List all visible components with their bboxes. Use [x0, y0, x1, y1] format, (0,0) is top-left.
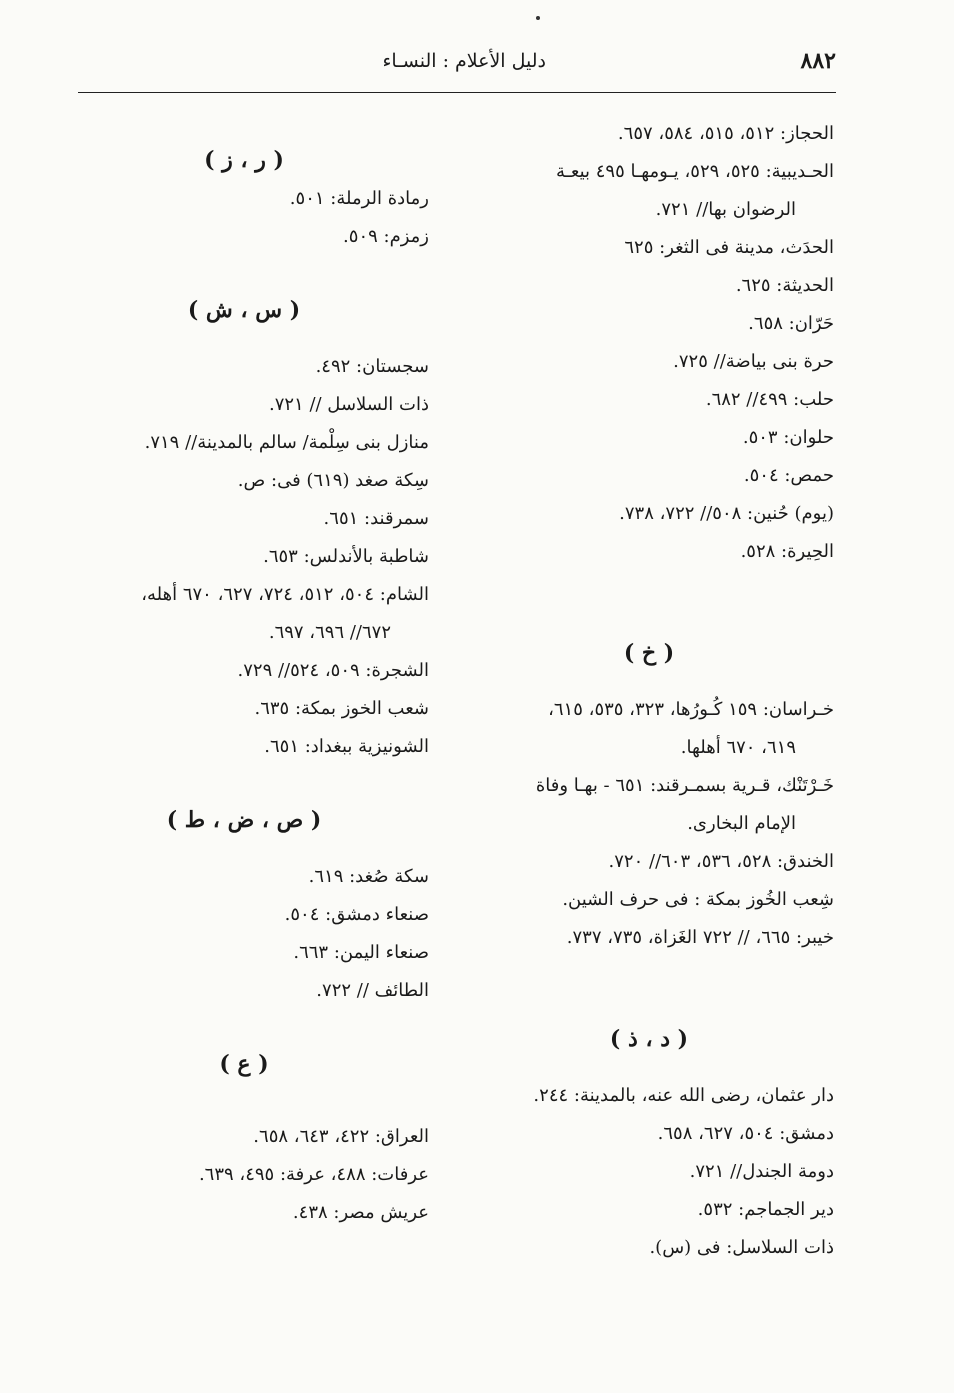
- section-heading: ( خ ): [623, 640, 675, 666]
- index-entry: حلوان: ٥٠٣.: [742, 427, 834, 448]
- spacer: [464, 1059, 834, 1077]
- index-entry: حرة بنى بياضة// ٧٢٥.: [673, 351, 834, 372]
- index-entry: سِكة صغد (٦١٩) فى: ص.: [237, 470, 429, 491]
- index-entry: دير الجماجم: ٥٣٢.: [697, 1199, 834, 1220]
- index-entry: سجستان: ٤٩٢.: [315, 356, 429, 377]
- index-entry-continuation: ٦٧٢// ٦٩٦، ٦٩٧.: [268, 622, 391, 643]
- index-entry: (يوم) حُنين: ٥٠٨// ٧٢٢، ٧٣٨.: [619, 503, 834, 524]
- index-entry: الخندق: ٥٢٨، ٥٣٦، ٦٠٣// ٧٢٠.: [608, 851, 834, 872]
- index-entry: عريش مصر: ٤٣٨.: [292, 1202, 429, 1223]
- index-entry: شِعب الخُوز بمكة : فى حرف الشين.: [562, 889, 834, 910]
- index-entry: الشونيزية ببغداد: ٦٥١.: [264, 736, 429, 757]
- index-entry: العراق: ٤٢٢، ٦٤٣، ٦٥٨.: [253, 1126, 429, 1147]
- speck-mark: [536, 16, 540, 20]
- index-entry: زمزم: ٥٠٩.: [343, 226, 429, 247]
- right-column: [464, 115, 834, 1267]
- section-heading: ( س ، ش ): [187, 297, 301, 323]
- index-entry: الشام: ٥٠٤، ٥١٢، ٧٢٤، ٦٢٧، ٦٧٠ أهله،: [141, 584, 429, 605]
- spacer: [59, 840, 429, 858]
- spacer: [59, 330, 429, 348]
- section-heading: ( ر ، ز ): [204, 147, 284, 173]
- page-number: ٨٨٢: [800, 48, 836, 74]
- index-entry: حلب: ٤٩٩// ٦٨٢.: [705, 389, 834, 410]
- page-header: [78, 48, 836, 93]
- index-entry: رمادة الرملة: ٥٠١.: [289, 188, 429, 209]
- index-entry: خيبر: ٦٦٥، // ٧٢٢ الغَزاة، ٧٣٥، ٧٣٧.: [566, 927, 834, 948]
- index-entry: الشجرة: ٥٠٩، ٥٢٤// ٧٢٩.: [237, 660, 429, 681]
- spacer: [59, 1084, 429, 1118]
- left-column: [59, 140, 429, 1232]
- spacer: [59, 1010, 429, 1044]
- index-entry: دومة الجندل// ٧٢١.: [689, 1161, 834, 1182]
- index-entry: الحجاز: ٥١٢، ٥١٥، ٥٨٤، ٦٥٧.: [617, 123, 834, 144]
- section-heading: ( ص ، ض ، ط ): [166, 807, 322, 833]
- index-entry-continuation: الرضوان بها// ٧٢١.: [655, 199, 796, 220]
- index-entry: خَـرْتَنْك، قـرية بسمـرقند: ٦٥١ - بهـا وفاة: [535, 775, 834, 796]
- index-entry: ذات السلاسل: فى (س).: [649, 1237, 834, 1258]
- running-title: دليل الأعلام : النسـاء: [382, 50, 546, 72]
- index-entry: صنعاء دمشق: ٥٠٤.: [284, 904, 429, 925]
- spacer: [464, 571, 834, 633]
- index-entry: الحديثة: ٦٢٥.: [735, 275, 834, 296]
- spacer: [464, 957, 834, 1019]
- index-entry: شعب الخوز بمكة: ٦٣٥.: [254, 698, 429, 719]
- index-entry: ذات السلاسل // ٧٢١.: [268, 394, 429, 415]
- index-entry: صنعاء اليمن: ٦٦٣.: [293, 942, 429, 963]
- index-entry: منازل بنى سِلْمة/ سالم بالمدينة// ٧١٩.: [144, 432, 429, 453]
- index-entry: الحِيرة: ٥٢٨.: [740, 541, 834, 562]
- index-entry: الحدَث، مدينة فى الثغر: ٦٢٥: [624, 237, 834, 258]
- index-entry: شاطبة بالأندلس: ٦٥٣.: [263, 546, 429, 567]
- spacer: [464, 673, 834, 691]
- spacer: [59, 256, 429, 290]
- index-entry: الطائف // ٧٢٢.: [316, 980, 429, 1001]
- index-entry: خـراسان: ١٥٩ كُـورُها، ٣٢٣، ٥٣٥، ٦١٥،: [548, 699, 834, 720]
- section-heading: ( ع ): [219, 1051, 269, 1077]
- index-entry: عرفات: ٤٨٨، عرفة: ٤٩٥، ٦٣٩.: [198, 1164, 429, 1185]
- index-entry: دمشق: ٥٠٤، ٦٢٧، ٦٥٨.: [657, 1123, 834, 1144]
- index-entry-continuation: الإمام البخارى.: [687, 813, 796, 834]
- index-entry: حَرّان: ٦٥٨.: [748, 313, 834, 334]
- index-entry: سمرقند: ٦٥١.: [323, 508, 429, 529]
- index-entry-continuation: ٦١٩، ٦٧٠ أهلها.: [680, 737, 796, 758]
- index-entry: حمص: ٥٠٤.: [743, 465, 834, 486]
- index-entry: دار عثمان، رضى الله عنه، بالمدينة: ٢٤٤.: [533, 1085, 834, 1106]
- spacer: [59, 766, 429, 800]
- section-heading: ( د ، ذ ): [609, 1026, 689, 1052]
- index-entry: سكة صُغد: ٦١٩.: [308, 866, 429, 887]
- index-entry: الحـديبية: ٥٢٥، ٥٢٩، يـومهـا ٤٩٥ بيعـة: [555, 161, 834, 182]
